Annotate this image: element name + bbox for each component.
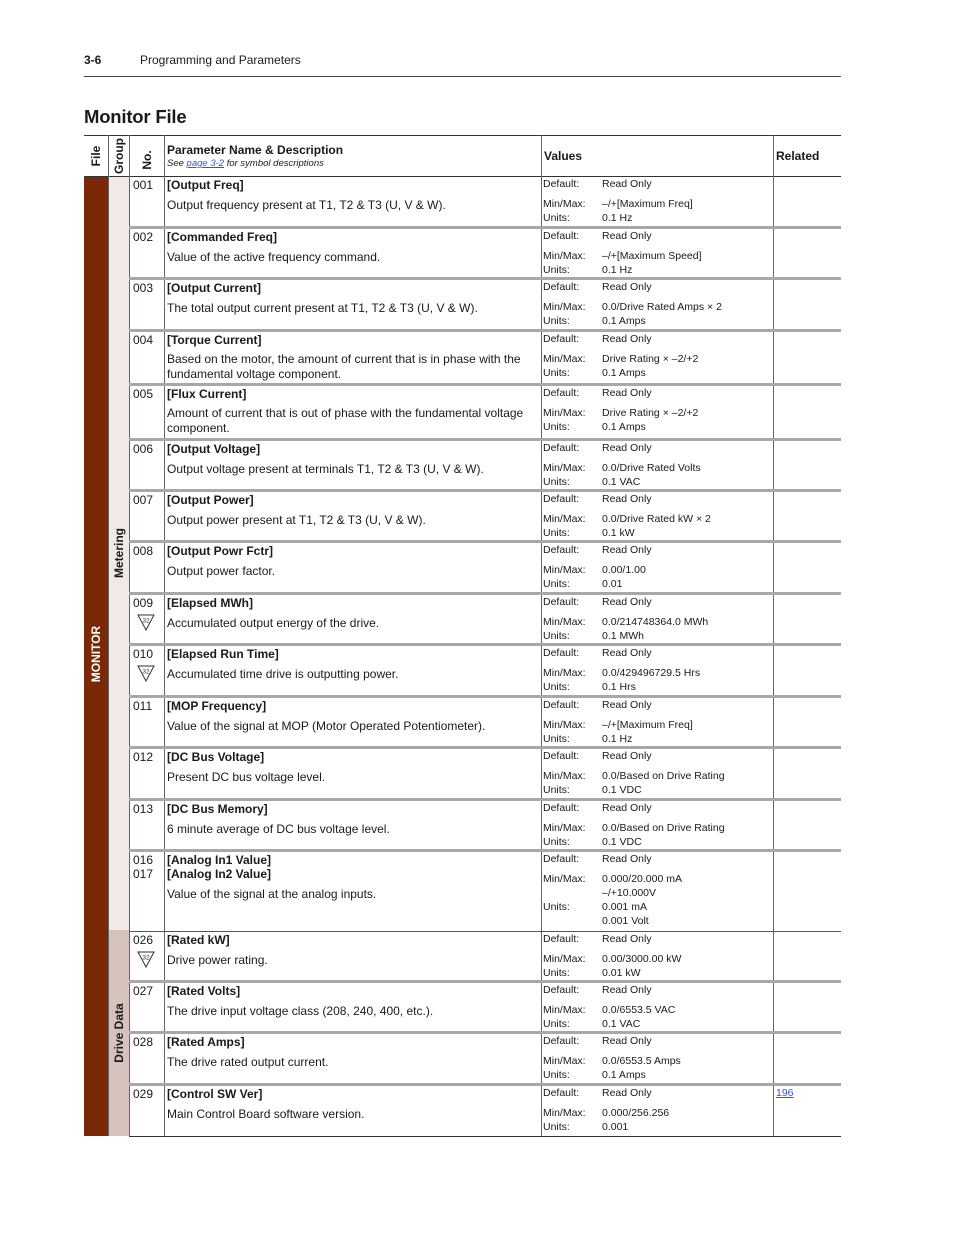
parameter-description: Value of the signal at the analog inputs. bbox=[167, 887, 377, 901]
units-value: 0.1 Amps bbox=[602, 421, 646, 433]
minmax-value: –/+[Maximum Freq] bbox=[602, 198, 693, 210]
parameter-number: 007 bbox=[133, 493, 154, 507]
parameter-number: 027 bbox=[133, 984, 154, 998]
units-value: 0.1 kW bbox=[602, 527, 635, 539]
units-label: Units: bbox=[543, 212, 570, 224]
values-column-header: Values bbox=[541, 135, 773, 176]
default-value: Read Only bbox=[602, 699, 652, 711]
default-value: Read Only bbox=[602, 984, 652, 996]
minmax-label: Min/Max: bbox=[543, 407, 586, 419]
parameter-number: 003 bbox=[133, 281, 154, 295]
default-value: Read Only bbox=[602, 1087, 652, 1099]
minmax-label: Min/Max: bbox=[543, 513, 586, 525]
parameter-row bbox=[129, 1086, 841, 1137]
units-label: Units: bbox=[543, 630, 570, 642]
parameter-description: Main Control Board software version. bbox=[167, 1107, 365, 1121]
units-label: Units: bbox=[543, 1018, 570, 1030]
minmax-label: Min/Max: bbox=[543, 953, 586, 965]
minmax-value: 0.0/429496729.5 Hrs bbox=[602, 667, 701, 679]
default-label: Default: bbox=[543, 387, 580, 399]
default-label: Default: bbox=[543, 699, 580, 711]
parameter-number: 016 bbox=[133, 853, 154, 867]
default-value: Read Only bbox=[602, 333, 652, 345]
file-label: MONITOR bbox=[89, 625, 103, 683]
parameter-name: [Rated Amps] bbox=[167, 1035, 245, 1049]
units-value: 0.1 MWh bbox=[602, 630, 645, 642]
tri-32-icon bbox=[137, 950, 155, 968]
minmax-label: Min/Max: bbox=[543, 564, 586, 576]
default-value: Read Only bbox=[602, 853, 652, 865]
parameter-row bbox=[129, 229, 841, 280]
minmax-label: Min/Max: bbox=[543, 822, 586, 834]
units-value: 0.1 VDC bbox=[602, 784, 642, 796]
minmax-value: 0.0/6553.5 VAC bbox=[602, 1004, 676, 1016]
default-value: Read Only bbox=[602, 493, 652, 505]
default-value: Read Only bbox=[602, 178, 652, 190]
default-value: Read Only bbox=[602, 933, 652, 945]
units-value: 0.1 VDC bbox=[602, 836, 642, 848]
minmax-value: Drive Rating × –2/+2 bbox=[602, 353, 699, 365]
parameter-name: [Rated Volts] bbox=[167, 984, 241, 998]
parameter-number: 004 bbox=[133, 333, 154, 347]
default-label: Default: bbox=[543, 984, 580, 996]
units-label: Units: bbox=[543, 315, 570, 327]
minmax-value: 0.0/Based on Drive Rating bbox=[602, 770, 725, 782]
default-value: Read Only bbox=[602, 387, 652, 399]
parameter-number: 005 bbox=[133, 387, 154, 401]
parameter-name: [Output Current] bbox=[167, 281, 261, 295]
parameter-description: Accumulated output energy of the drive. bbox=[167, 616, 380, 630]
parameter-name: [Analog In1 Value] bbox=[167, 853, 272, 867]
parameter-name: [Commanded Freq] bbox=[167, 230, 278, 244]
default-label: Default: bbox=[543, 750, 580, 762]
minmax-value: 0.00/3000.00 kW bbox=[602, 953, 682, 965]
parameter-name: [Elapsed Run Time] bbox=[167, 647, 279, 661]
parameter-number: 026 bbox=[133, 933, 154, 947]
group-column-header: Group bbox=[108, 135, 129, 176]
units-label: Units: bbox=[543, 264, 570, 276]
parameter-number: 006 bbox=[133, 442, 154, 456]
default-value: Read Only bbox=[602, 1035, 652, 1047]
parameter-row bbox=[129, 983, 841, 1034]
parameter-name: [Output Powr Fctr] bbox=[167, 544, 273, 558]
units-value: 0.1 Hrs bbox=[602, 681, 636, 693]
minmax-label: Min/Max: bbox=[543, 667, 586, 679]
minmax-label: Min/Max: bbox=[543, 250, 586, 262]
minmax-label: Min/Max: bbox=[543, 198, 586, 210]
parameter-description: Accumulated time drive is outputting power. bbox=[167, 667, 399, 681]
minmax-value: 0.0/214748364.0 MWh bbox=[602, 616, 709, 628]
default-label: Default: bbox=[543, 596, 580, 608]
units-label: Units: bbox=[543, 967, 570, 979]
parameter-name: [Control SW Ver] bbox=[167, 1087, 263, 1101]
units-value: 0.001 Volt bbox=[602, 915, 649, 927]
parameter-number: 013 bbox=[133, 802, 154, 816]
column-divider bbox=[108, 135, 109, 1136]
units-value: 0.001 bbox=[602, 1121, 629, 1133]
parameter-description: Output frequency present at T1, T2 & T3 (U, V & W). bbox=[167, 198, 446, 212]
parameter-description: Based on the motor, the amount of current that is in phase with the fundamental voltage component. bbox=[167, 352, 521, 381]
default-value: Read Only bbox=[602, 442, 652, 454]
units-label: Units: bbox=[543, 527, 570, 539]
default-label: Default: bbox=[543, 1087, 580, 1099]
parameter-name: [Flux Current] bbox=[167, 387, 247, 401]
units-label: Units: bbox=[543, 836, 570, 848]
units-value: 0.1 Amps bbox=[602, 367, 646, 379]
default-label: Default: bbox=[543, 442, 580, 454]
units-value: 0.1 Amps bbox=[602, 315, 646, 327]
default-label: Default: bbox=[543, 281, 580, 293]
group-bar-metering bbox=[109, 177, 129, 930]
units-label: Units: bbox=[543, 476, 570, 488]
default-label: Default: bbox=[543, 853, 580, 865]
file-column-header: File bbox=[84, 135, 108, 176]
default-label: Default: bbox=[543, 333, 580, 345]
parameter-description: Value of the active frequency command. bbox=[167, 250, 381, 264]
parameter-number: 008 bbox=[133, 544, 154, 558]
units-label: Units: bbox=[543, 1069, 570, 1081]
parameter-name: [DC Bus Voltage] bbox=[167, 750, 265, 764]
parameter-description: Amount of current that is out of phase with the fundamental voltage component. bbox=[167, 406, 524, 435]
parameter-number: 029 bbox=[133, 1087, 154, 1101]
parameter-row bbox=[129, 852, 841, 932]
default-label: Default: bbox=[543, 647, 580, 659]
parameter-row bbox=[129, 801, 841, 852]
minmax-value: –/+[Maximum Speed] bbox=[602, 250, 702, 262]
symbol-page-link[interactable]: page 3-2 bbox=[186, 158, 225, 169]
minmax-value: –/+10.000V bbox=[602, 887, 657, 899]
default-label: Default: bbox=[543, 802, 580, 814]
page-number: 3-6 bbox=[84, 53, 102, 67]
units-label: Units: bbox=[543, 733, 570, 745]
default-label: Default: bbox=[543, 544, 580, 556]
parameter-description: The drive rated output current. bbox=[167, 1055, 329, 1069]
parameter-number: 001 bbox=[133, 178, 154, 192]
parameter-description: The drive input voltage class (208, 240, 400, etc.). bbox=[167, 1004, 434, 1018]
minmax-value: 0.000/20.000 mA bbox=[602, 873, 682, 885]
parameter-row bbox=[129, 332, 841, 386]
svg-text:32: 32 bbox=[142, 617, 150, 625]
svg-text:32: 32 bbox=[142, 668, 150, 676]
parameter-row bbox=[129, 1034, 841, 1086]
default-value: Read Only bbox=[602, 596, 652, 608]
parameter-description: The total output current present at T1, T2 & T3 (U, V & W). bbox=[167, 301, 478, 315]
default-value: Read Only bbox=[602, 647, 652, 659]
parameter-number: 011 bbox=[133, 699, 153, 713]
tri-32-icon bbox=[137, 613, 155, 631]
parameter-number: 012 bbox=[133, 750, 154, 764]
units-label: Units: bbox=[543, 1121, 570, 1133]
units-label: Units: bbox=[543, 578, 570, 590]
minmax-label: Min/Max: bbox=[543, 301, 586, 313]
units-value: 0.1 Hz bbox=[602, 733, 633, 745]
group-label-metering: Metering bbox=[112, 527, 126, 579]
parameter-row bbox=[129, 543, 841, 595]
number-column-header: No. bbox=[129, 135, 164, 176]
parameter-row bbox=[129, 386, 841, 441]
name-column-header: Parameter Name & Description See page 3-2 for symbol descriptions bbox=[164, 135, 541, 176]
group-label-drive-data: Drive Data bbox=[112, 1003, 126, 1063]
minmax-value: –/+[Maximum Freq] bbox=[602, 719, 693, 731]
parameter-row bbox=[129, 441, 841, 492]
minmax-label: Min/Max: bbox=[543, 1055, 586, 1067]
minmax-label: Min/Max: bbox=[543, 873, 586, 885]
related-cell bbox=[776, 1087, 794, 1099]
parameter-description: Drive power rating. bbox=[167, 953, 268, 967]
parameter-description: 6 minute average of DC bus voltage level. bbox=[167, 822, 390, 836]
units-label: Units: bbox=[543, 681, 570, 693]
parameter-row bbox=[129, 932, 841, 983]
default-value: Read Only bbox=[602, 544, 652, 556]
symbol-note: See page 3-2 for symbol descriptions bbox=[167, 158, 324, 169]
minmax-label: Min/Max: bbox=[543, 1107, 586, 1119]
default-label: Default: bbox=[543, 178, 580, 190]
minmax-label: Min/Max: bbox=[543, 770, 586, 782]
parameter-number: 009 bbox=[133, 596, 154, 610]
parameter-name: [Output Power] bbox=[167, 493, 254, 507]
default-label: Default: bbox=[543, 933, 580, 945]
parameter-name: [Elapsed MWh] bbox=[167, 596, 253, 610]
default-value: Read Only bbox=[602, 750, 652, 762]
units-value: 0.1 VAC bbox=[602, 1018, 641, 1030]
parameter-number: 010 bbox=[133, 647, 154, 661]
minmax-value: Drive Rating × –2/+2 bbox=[602, 407, 699, 419]
units-value: 0.1 Amps bbox=[602, 1069, 646, 1081]
parameter-row bbox=[129, 595, 841, 646]
units-value: 0.01 bbox=[602, 578, 623, 590]
parameter-row bbox=[129, 280, 841, 332]
parameter-description: Present DC bus voltage level. bbox=[167, 770, 326, 784]
minmax-value: 0.0/Based on Drive Rating bbox=[602, 822, 725, 834]
units-label: Units: bbox=[543, 421, 570, 433]
minmax-value: 0.0/6553.5 Amps bbox=[602, 1055, 681, 1067]
parameter-name: [Output Freq] bbox=[167, 178, 244, 192]
minmax-value: 0.0/Drive Rated Amps × 2 bbox=[602, 301, 722, 313]
units-value: 0.1 Hz bbox=[602, 264, 633, 276]
parameter-name: [MOP Frequency] bbox=[167, 699, 267, 713]
units-label: Units: bbox=[543, 901, 570, 913]
default-label: Default: bbox=[543, 493, 580, 505]
minmax-label: Min/Max: bbox=[543, 462, 586, 474]
section-title: Monitor File bbox=[84, 106, 187, 127]
default-label: Default: bbox=[543, 230, 580, 242]
units-value: 0.1 VAC bbox=[602, 476, 641, 488]
parameter-description: Output voltage present at terminals T1, T2 & T3 (U, V & W). bbox=[167, 462, 484, 476]
parameter-row bbox=[129, 646, 841, 698]
parameter-row bbox=[129, 749, 841, 801]
parameter-number: 017 bbox=[133, 867, 154, 881]
units-label: Units: bbox=[543, 367, 570, 379]
parameter-description: Value of the signal at MOP (Motor Operated Potentiometer). bbox=[167, 719, 486, 733]
default-label: Default: bbox=[543, 1035, 580, 1047]
parameter-name: [Output Voltage] bbox=[167, 442, 261, 456]
units-label: Units: bbox=[543, 784, 570, 796]
svg-text:32: 32 bbox=[142, 954, 150, 962]
group-bar-drive-data bbox=[109, 930, 129, 1136]
parameter-description: Output power factor. bbox=[167, 564, 276, 578]
units-value: 0.001 mA bbox=[602, 901, 647, 913]
default-value: Read Only bbox=[602, 281, 652, 293]
parameter-row bbox=[129, 698, 841, 749]
default-value: Read Only bbox=[602, 230, 652, 242]
minmax-value: 0.0/Drive Rated Volts bbox=[602, 462, 701, 474]
file-bar bbox=[84, 177, 108, 1136]
minmax-label: Min/Max: bbox=[543, 353, 586, 365]
parameter-number: 002 bbox=[133, 230, 154, 244]
parameter-row bbox=[129, 177, 841, 229]
running-title: Programming and Parameters bbox=[140, 53, 301, 67]
minmax-value: 0.000/256.256 bbox=[602, 1107, 670, 1119]
default-value: Read Only bbox=[602, 802, 652, 814]
minmax-value: 0.0/Drive Rated kW × 2 bbox=[602, 513, 711, 525]
minmax-label: Min/Max: bbox=[543, 1004, 586, 1016]
parameter-row bbox=[129, 492, 841, 543]
minmax-label: Min/Max: bbox=[543, 616, 586, 628]
parameter-name: [DC Bus Memory] bbox=[167, 802, 268, 816]
parameter-name: [Analog In2 Value] bbox=[167, 867, 272, 881]
tri-32-icon bbox=[137, 664, 155, 682]
parameter-name: [Torque Current] bbox=[167, 333, 262, 347]
related-column-header: Related bbox=[773, 135, 841, 176]
parameter-description: Output power present at T1, T2 & T3 (U, V & W). bbox=[167, 513, 426, 527]
minmax-value: 0.00/1.00 bbox=[602, 564, 646, 576]
page-header bbox=[84, 52, 841, 77]
minmax-label: Min/Max: bbox=[543, 719, 586, 731]
parameter-name: [Rated kW] bbox=[167, 933, 230, 947]
parameter-number: 028 bbox=[133, 1035, 154, 1049]
units-value: 0.01 kW bbox=[602, 967, 641, 979]
units-value: 0.1 Hz bbox=[602, 212, 633, 224]
related-link[interactable]: 196 bbox=[776, 1087, 794, 1099]
